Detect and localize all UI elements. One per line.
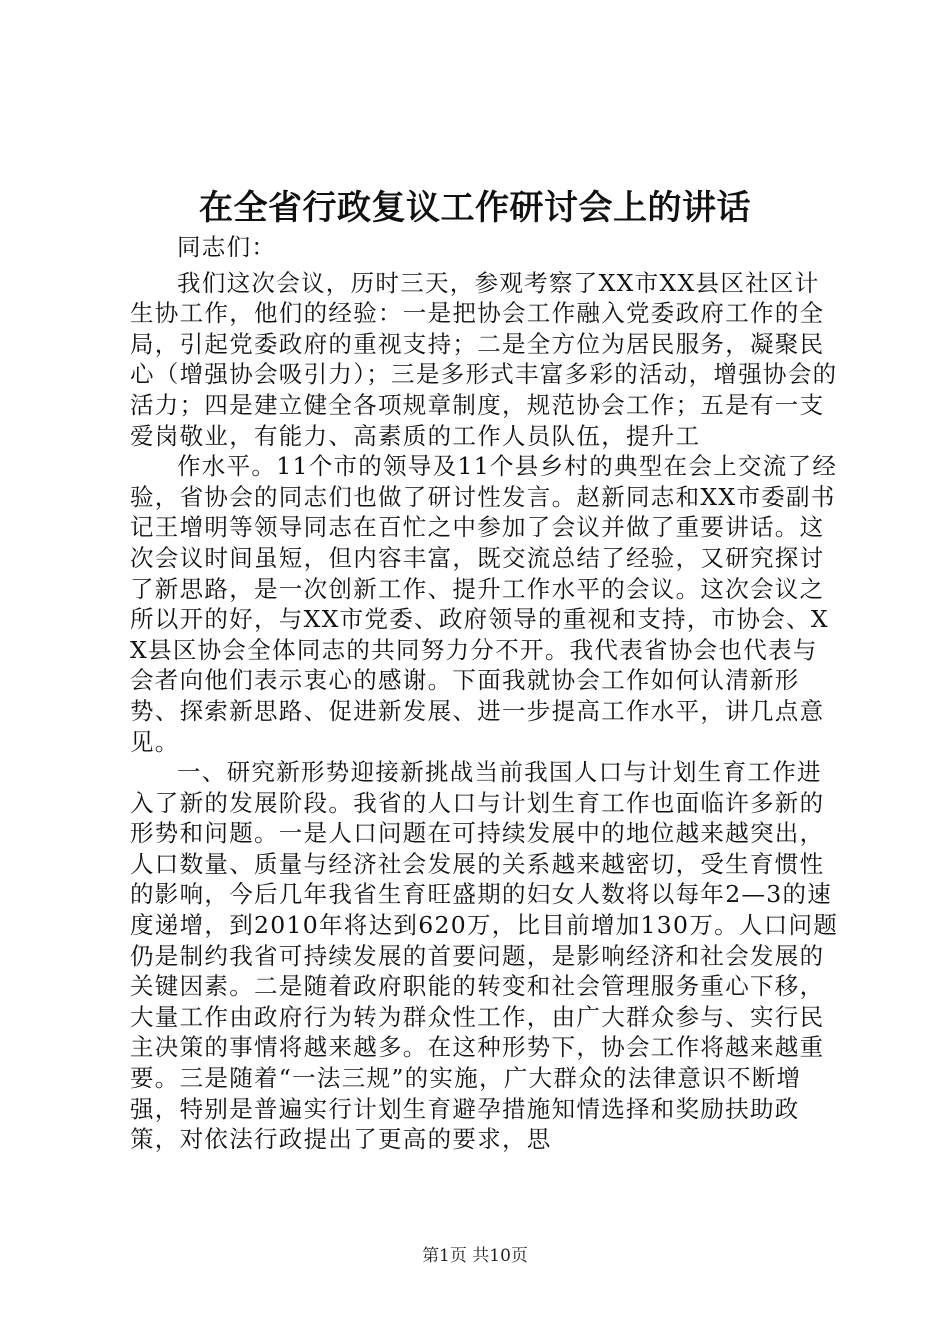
document-title: 在全省行政复议工作研讨会上的讲话	[199, 188, 751, 228]
paragraph-1: 我们这次会议，历时三天，参观考察了XX市XX县区社区计生协工作，他们的经验：一是把协会工作融入党委政府工作的全局，引起党委政府的重视支持；二是全方位为居民服务，凝聚民心（增强协会吸引力）；三是多形式丰富多彩的活动，增强协会的活力；四是建立健全各项规章制度，规范协会工作；五是有一支爱岗敬业，有能力、高素质的工作人员队伍，提升工	[130, 268, 838, 450]
page-number-footer: 第1页 共10页	[422, 1246, 528, 1266]
paragraph-3: 一、研究新形势迎接新挑战当前我国人口与计划生育工作进入了新的发展阶段。我省的人口与计划生育工作也面临许多新的形势和问题。一是人口问题在可持续发展中的地位越来越突出，人口数量、质量与经济社会发展的关系越来越密切，受生育惯性的影响，今后几年我省生育旺盛期的妇女人数将以每年2—3的速度递增，到2010年将达到620万，比目前增加130万。人口问题仍是制约我省可持续发展的首要问题，是影响经济和社会发展的关键因素。二是随着政府职能的转变和社会管理服务重心下移，大量工作由政府行为转为群众性工作，由广大群众参与、实行民主决策的事情将越来越多。在这种形势下，协会工作将越来越重要。三是随着“一法三规”的实施，广大群众的法律意识不断增强，特别是普遍实行计划生育避孕措施知情选择和奖励扶助政策，对依法行政提出了更高的要求，思	[130, 758, 839, 1154]
document-body	[130, 232, 842, 1155]
paragraph-2: 作水平。11个市的领导及11个县乡村的典型在会上交流了经验，省协会的同志们也做了研讨性发言。赵新同志和XX市委副书记王增明等领导同志在百忙之中参加了会议并做了重要讲话。这次会议时间虽短，但内容丰富，既交流总结了经验，又研究探讨了新思路，是一次创新工作、提升工作水平的会议。这次会议之所以开的好，与XX市党委、政府领导的重视和支持，市协会、XX县区协会全体同志的共同努力分不开。我代表省协会也代表与会者向他们表示衷心的感谢。下面我就协会工作如何认清新形势、探索新思路、促进新发展、进一步提高工作水平，讲几点意见。	[130, 452, 838, 756]
greeting: 同志们：	[177, 233, 277, 261]
